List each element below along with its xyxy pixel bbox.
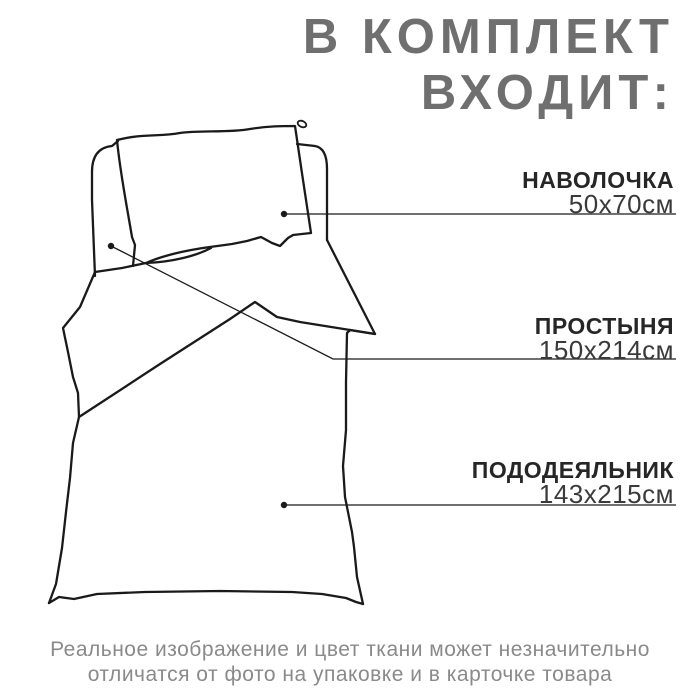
pillowcase-opening: [146, 247, 211, 263]
pillowcase-size: 50х70см: [568, 189, 674, 219]
duvet-cover-name: ПОДОДЕЯЛЬНИК: [471, 457, 674, 483]
sheet-mattress-line: [95, 263, 146, 272]
disclaimer-text: [0, 637, 700, 687]
headboard-left-outline: [92, 141, 118, 276]
title-line-1: В КОМПЛЕКТ: [302, 10, 674, 64]
pillow-outline: [117, 126, 311, 266]
label-duvet-cover: [471, 457, 674, 509]
duvet-right-edge: [343, 330, 363, 604]
sheet-size: 150х214см: [538, 335, 674, 365]
duvet-bottom-edge: [49, 591, 363, 604]
duvet-flap-edge: [327, 240, 375, 334]
label-sheet: [534, 313, 674, 365]
page-title: [303, 9, 674, 121]
duvet-cover-size: 143х215см: [538, 479, 674, 509]
headboard-right-outline: [297, 144, 327, 240]
callout-dot-pillowcase: [281, 211, 287, 217]
disclaimer-line-1: Реальное изображение и цвет ткани может незначительно: [50, 638, 650, 661]
pillowcase-name: НАВОЛОЧКА: [522, 167, 674, 193]
disclaimer-line-2: отличатся от фото на упаковке и в карточке товара: [87, 663, 613, 686]
callout-dot-duvet: [281, 502, 287, 508]
sheet-name: ПРОСТЫНЯ: [534, 313, 674, 339]
label-pillowcase: [522, 167, 674, 219]
callout-dot-sheet: [108, 243, 114, 249]
duvet-left-edge: [49, 272, 95, 603]
title-line-2: ВХОДИТ:: [420, 66, 674, 120]
duvet-fold-edge: [79, 302, 375, 417]
